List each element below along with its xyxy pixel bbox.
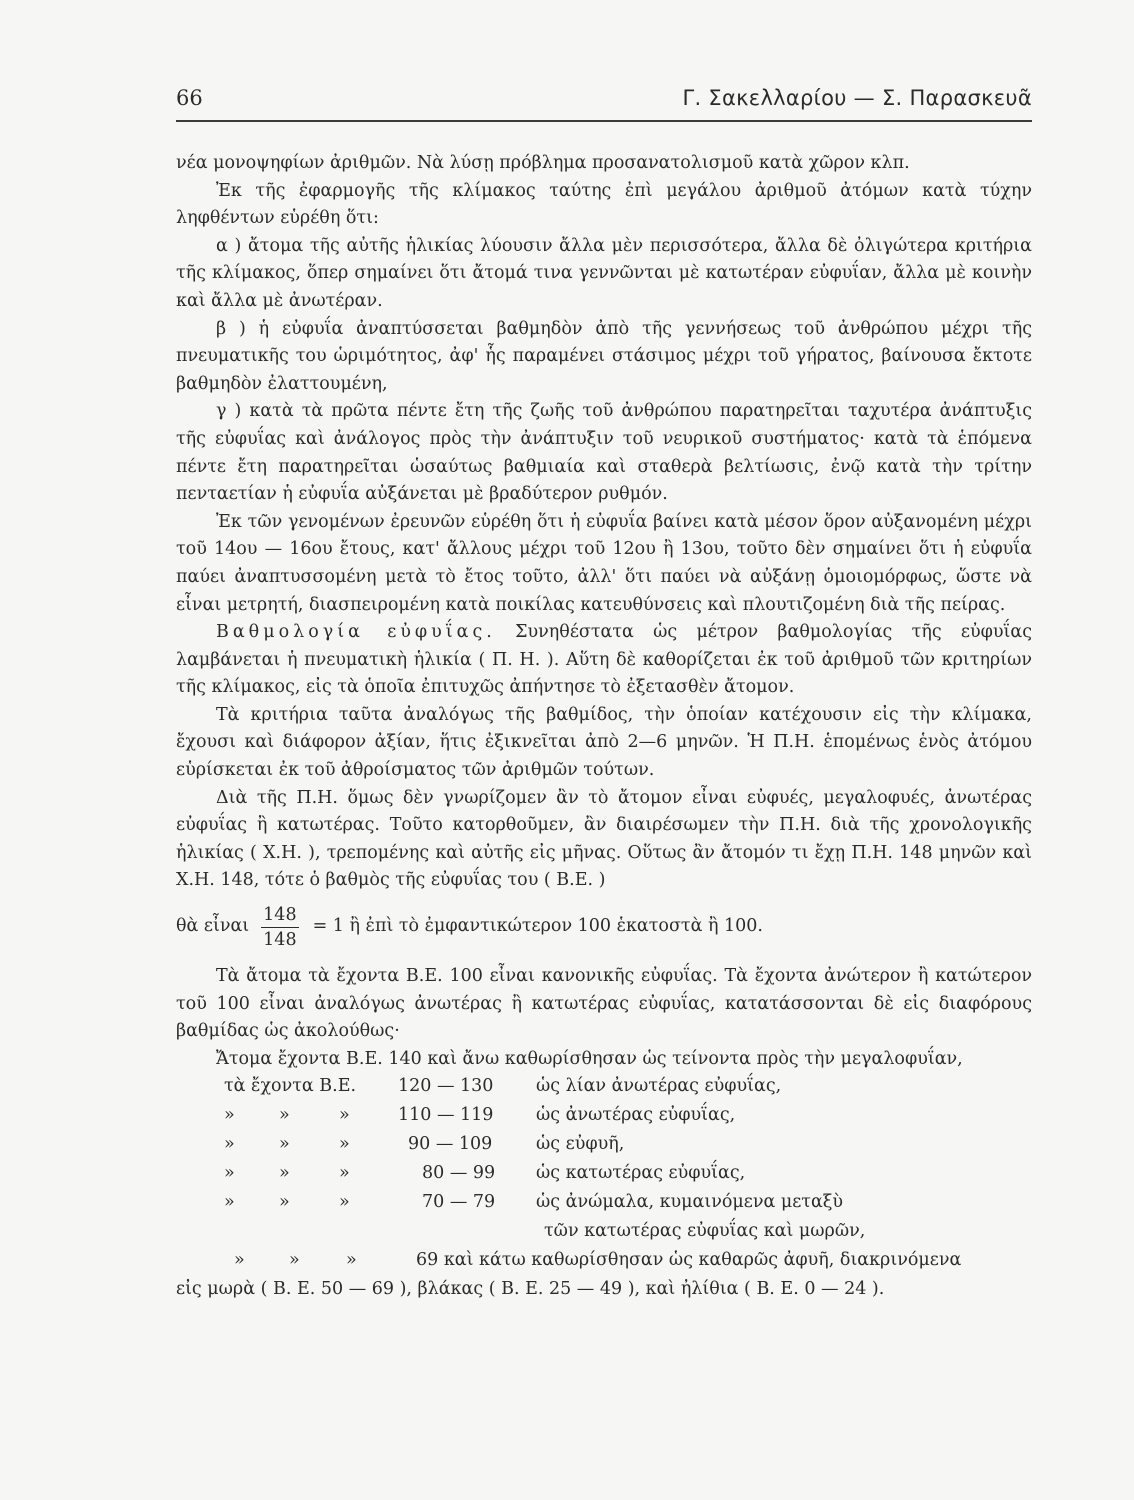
iq-description: ὡς λίαν ἀνωτέρας εὐφυΐας, xyxy=(536,1076,782,1097)
ditto-mark: » xyxy=(339,1105,350,1126)
fraction-denominator: 148 xyxy=(261,927,298,952)
iq-range: 120 — 130 xyxy=(398,1076,494,1097)
iq-range: 80 — 99 xyxy=(422,1163,496,1184)
paragraph: Ἐκ τῆς ἐφαρμογῆς τῆς κλίμακος ταύτης ἐπὶ μεγάλου ἀριθμοῦ ἀτόμων κατὰ τύχην ληφθέντων εὑρέθη ὅτι: xyxy=(176,180,1032,229)
paragraph: β ) ἡ εὐφυΐα ἀναπτύσσεται βαθμηδὸν ἀπὸ τῆς γεννήσεως τοῦ ἀνθρώπου μέχρι τῆς πνευματικῆς του ὡριμότητος, ἀφ' ἧς παραμένει στάσιμος μέχρι τοῦ γήρατος, βαίνουσα ἔκτοτε βαθμηδὸν ἐλαττουμένη, xyxy=(176,318,1032,394)
table-row xyxy=(176,1276,1032,1305)
table-row xyxy=(176,1189,1032,1218)
ditto-mark: » xyxy=(224,1192,235,1213)
table-row xyxy=(176,1102,1032,1131)
iq-description: 69 καὶ κάτω καθωρίσθησαν ὡς καθαρῶς ἀφυῆ, διακρινόμενα xyxy=(416,1250,962,1271)
table-row xyxy=(176,1073,1032,1102)
classification-table xyxy=(176,1073,1032,1305)
table-row xyxy=(176,1160,1032,1189)
fraction-numerator: 148 xyxy=(263,904,297,925)
table-row xyxy=(176,1247,1032,1276)
ditto-mark: » xyxy=(234,1250,245,1271)
iq-description: ὡς ἀνώμαλα, κυμαινόμενα μεταξὺ xyxy=(536,1192,844,1213)
paragraph: α ) ἄτομα τῆς αὐτῆς ἡλικίας λύουσιν ἄλλα μὲν περισσότερα, ἄλλα δὲ ὀλιγώτερα κριτήρια τῆς κλίμακος, ὅπερ σημαίνει ὅτι ἄτομά τινα γεννῶνται μὲ κατωτέραν εὐφυΐαν, ἄλλα μὲ κοινὴν καὶ ἄλλα μὲ ἀνωτέραν. xyxy=(176,235,1032,311)
header-rule xyxy=(176,120,1032,122)
paragraph: Διὰ τῆς Π.Η. ὅμως δὲν γνωρίζομεν ἂν τὸ ἄτομον εἶναι εὐφυές, μεγαλοφυές, ἀνωτέρας εὐφυΐας ἢ κατωτέρας. Τοῦτο κατορθοῦμεν, ἂν διαιρέσωμεν τὴν Π.Η. διὰ τῆς χρονολογικῆς ἡλικίας ( Χ.Η. ), τρεπομένης καὶ αὐτῆς εἰς μῆνας. Οὕτως ἂν ἄτομόν τι ἔχῃ Π.Η. 148 μηνῶν καὶ Χ.Η. 148, τότε ὁ βαθμὸς τῆς εὐφυΐας του ( Β.Ε. ) xyxy=(176,787,1032,891)
ditto-mark: » xyxy=(279,1134,290,1155)
iq-final-line: εἰς μωρὰ ( Β. Ε. 50 — 69 ), βλάκας ( Β. Ε. 25 — 49 ), καὶ ἠλίθια ( Β. Ε. 0 — 24 ). xyxy=(176,1279,885,1300)
paragraph: νέα μονοψηφίων ἀριθμῶν. Νὰ λύσῃ πρόβλημα προσανατολισμοῦ κατὰ χῶρον κλπ. xyxy=(176,153,910,173)
paragraph-text: Συνηθέστατα ὡς μέτρον βαθμολογίας τῆς εὐφυΐας λαμβάνεται ἡ πνευματικὴ ἡλικία ( Π. Η. ). Αὕτη δὲ καθορίζεται ἐκ τοῦ ἀριθμοῦ τῶν κριτηρίων τῆς κλίμακος, εἰς τὰ ὁποῖα ἐπιτυχῶς ἀπήντησε τὸ ἐξετασθὲν ἄτομον. xyxy=(176,622,1033,698)
ditto-mark: » xyxy=(279,1163,290,1184)
paragraph: Τὰ κριτήρια ταῦτα ἀναλόγως τῆς βαθμίδος, τὴν ὁποίαν κατέχουσιν εἰς τὴν κλίμακα, ἔχουσι καὶ διάφορον ἀξίαν, ἥτις ἐξικνεῖται ἀπὸ 2—6 μηνῶν. Ἡ Π.Η. ἑπομένως ἑνὸς ἀτόμου εὑρίσκεται ἐκ τοῦ ἀθροίσματος τῶν ἀριθμῶν τούτων. xyxy=(176,704,1032,781)
ditto-mark: » xyxy=(289,1250,300,1271)
ditto-mark: » xyxy=(346,1250,357,1271)
iq-description: ὡς κατωτέρας εὐφυΐας, xyxy=(536,1163,746,1184)
iq-description-continued: τῶν κατωτέρας εὐφυΐας καὶ μωρῶν, xyxy=(544,1221,866,1242)
iq-formula xyxy=(176,897,1032,957)
table-row xyxy=(176,1131,1032,1160)
ditto-mark: » xyxy=(279,1192,290,1213)
iq-description: ὡς ἀνωτέρας εὐφυΐας, xyxy=(536,1105,736,1126)
paragraph: Ἄτομα ἔχοντα Β.Ε. 140 καὶ ἄνω καθωρίσθησαν ὡς τείνοντα πρὸς τὴν μεγαλοφυΐαν, xyxy=(216,1048,963,1069)
ditto-mark: » xyxy=(339,1134,350,1155)
ditto-mark: » xyxy=(224,1163,235,1184)
paragraph xyxy=(176,619,1032,702)
running-head: Γ. Σακελλαρίου — Σ. Παρασκευᾶ xyxy=(682,86,1032,110)
paragraph: γ ) κατὰ τὰ πρῶτα πέντε ἔτη τῆς ζωῆς τοῦ ἀνθρώπου παρατηρεῖται ταχυτέρα ἀνάπτυξις τῆς εὐφυΐας καὶ ἀνάλογος πρὸς τὴν ἀνάπτυξιν τοῦ νευρικοῦ συστήματος· κατὰ τὰ ἑπόμενα πέντε ἔτη παρατηρεῖται ὡσαύτως βαθμιαία καὶ σταθερὰ βελτίωσις, ἐνῷ κατὰ τὴν τρίτην πενταετίαν ἡ εὐφυΐα αὐξάνεται μὲ βραδύτερον ρυθμόν. xyxy=(176,401,1032,505)
iq-range: 70 — 79 xyxy=(422,1192,496,1213)
ditto-mark: » xyxy=(339,1163,350,1184)
table-row xyxy=(176,1218,1032,1247)
row-label: τὰ ἔχοντα Β.Ε. xyxy=(224,1076,357,1097)
ditto-mark: » xyxy=(224,1134,235,1155)
ditto-mark: » xyxy=(339,1192,350,1213)
formula-rest: = 1 ἢ ἐπὶ τὸ ἐμφαντικώτερον 100 ἑκατοστὰ ἢ 100. xyxy=(312,916,763,937)
page-number: 66 xyxy=(176,86,203,110)
iq-range: 110 — 119 xyxy=(398,1105,494,1126)
page-header xyxy=(176,86,1032,118)
iq-description: ὡς εὐφυῆ, xyxy=(536,1134,625,1155)
paragraph: Ἐκ τῶν γενομένων ἐρευνῶν εὑρέθη ὅτι ἡ εὐφυΐα βαίνει κατὰ μέσον ὅρον αὐξανομένη μέχρι τοῦ 14ου — 16ου ἔτους, κατ' ἄλλους μέχρι τοῦ 12ου ἢ 13ου, τοῦτο δὲν σημαίνει ὅτι ἡ εὐφυΐα παύει ἀναπτυσσομένη μετὰ τὸ ἔτος τοῦτο, ἀλλ' ὅτι παύει νὰ αὐξάνῃ ὁμοιομόρφως, ὥστε νὰ εἶναι μετρητή, διασπειρομένη κατὰ ποικίλας κατευθύνσεις καὶ πλουτιζομένη διὰ τῆς πείρας. xyxy=(176,511,1032,615)
ditto-mark: » xyxy=(279,1105,290,1126)
ditto-mark: » xyxy=(224,1105,235,1126)
paragraph: Τὰ ἄτομα τὰ ἔχοντα Β.Ε. 100 εἶναι κανονικῆς εὐφυΐας. Τὰ ἔχοντα ἀνώτερον ἢ κατώτερον τοῦ 100 εἶναι ἀναλόγως ἀνωτέρας ἢ κατωτέρας εὐφυΐας, κατατάσσονται δὲ εἰς διαφόρους βαθμίδας ὡς ἀκολούθως· xyxy=(176,966,1032,1042)
body-text xyxy=(176,150,1032,1305)
section-heading: Βαθμολογία εὐφυΐας. xyxy=(216,622,496,643)
fraction xyxy=(261,903,298,952)
formula-prefix: θὰ εἶναι xyxy=(176,916,250,937)
iq-range: 90 — 109 xyxy=(408,1134,493,1155)
